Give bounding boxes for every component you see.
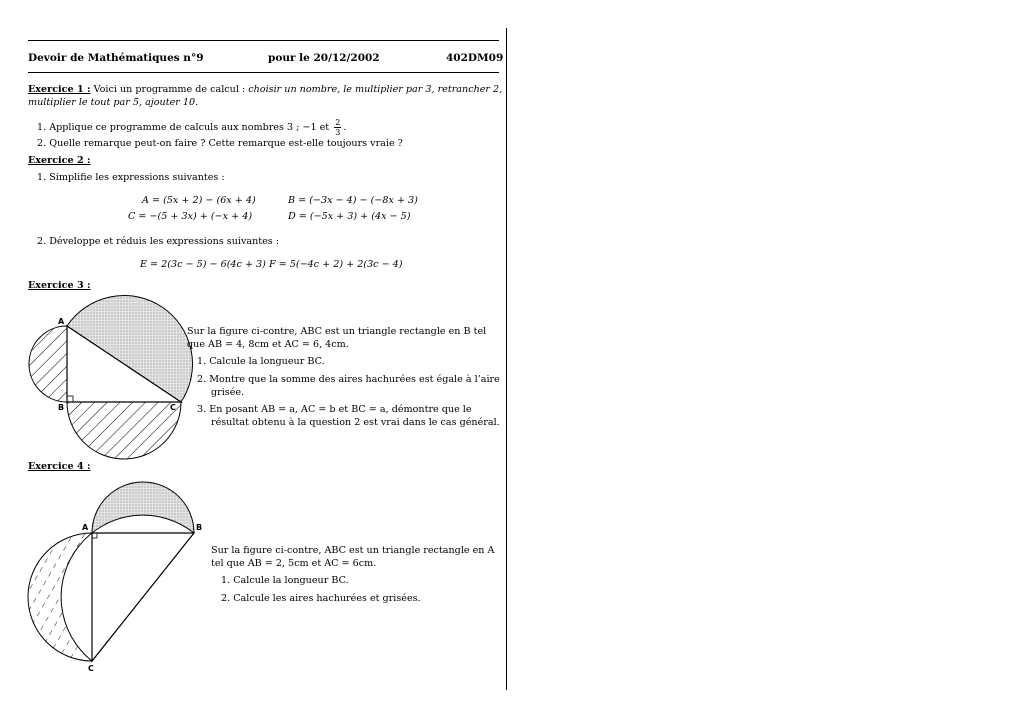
ex2-question-1: 1. Simplifie les expressions suivantes : [37,172,225,183]
expr-C: C = −(5 + 3x) + (−x + 4) [128,211,253,222]
ex4-triangle [92,533,194,661]
ex4-title: Exercice 4 : [28,461,91,472]
ex1-question-2: 2. Quelle remarque peut-on faire ? Cette remarque est-elle toujours vraie ? [37,138,403,149]
ex4-line-1: Sur la figure ci-contre, ABC est un triangle rectangle en A [211,545,495,556]
header-date: pour le 20/12/2002 [268,52,380,64]
ex4-line-2: tel que AB = 2, 5cm et AC = 6cm. [211,558,377,569]
ex3-question-3a: 3. En posant AB = a, AC = b et BC = a, démontre que le [197,404,472,415]
ex3-question-2a: 2. Montre que la somme des aires hachurées est égale à l’aire [197,374,500,385]
ex4-label-C: C [88,664,94,673]
header-code: 402DM09 [446,52,504,64]
header-title: Devoir de Mathématiques n°9 [28,52,204,64]
ex1-title: Exercice 1 : [28,84,91,95]
ex3-title: Exercice 3 : [28,280,91,291]
ex3-question-3b: résultat obtenu à la question 2 est vrai dans le cas général. [211,417,500,428]
ex1-intro-italic-1: choisir un nombre, le multiplier par 3, retrancher 2, [248,84,503,95]
ex4-label-B: B [196,523,203,532]
ex3-label-A: A [58,317,65,326]
ex1-intro: Voici un programme de calcul : [93,84,246,95]
ex1-q1-text: 1. Applique ce programme de calculs aux nombres 3 ; −1 et [37,122,330,133]
ex3-line-1: Sur la figure ci-contre, ABC est un triangle rectangle en B tel [187,326,487,337]
ex3-line-2: que AB = 4, 8cm et AC = 6, 4cm. [187,339,349,350]
ex4-question-2: 2. Calcule les aires hachurées et grisées. [221,593,421,604]
ex2-title: Exercice 2 : [28,155,91,166]
ex4-label-A: A [82,523,89,532]
ex1-question-1: 1. Applique ce programme de calculs aux nombres 3 ; −1 et $\frac{2}{3}$ . [37,118,347,137]
ex4-question-1: 1. Calcule la longueur BC. [221,575,349,586]
ex3-label-B: B [58,403,65,412]
fraction-numerator: 2 [335,118,341,127]
expr-D: D = (−5x + 3) + (4x − 5) [288,211,411,222]
ex1-intro-italic-2: multiplier le tout par 5, ajouter 10. [28,97,199,108]
ex3-question-2b: grisée. [211,387,245,398]
expr-E-F: E = 2(3c − 5) − 6(4c + 3) F = 5(−4c + 2) + 2(3c − 4) [140,259,403,270]
ex2-question-2: 2. Développe et réduis les expressions suivantes : [37,236,280,247]
fraction-denominator: 3 [335,128,341,137]
ex3-question-1: 1. Calcule la longueur BC. [197,356,325,367]
expr-A: A = (5x + 2) − (6x + 4) [142,195,256,206]
expr-B: B = (−3x − 4) − (−8x + 3) [288,195,418,206]
ex3-label-C: C [170,403,176,412]
